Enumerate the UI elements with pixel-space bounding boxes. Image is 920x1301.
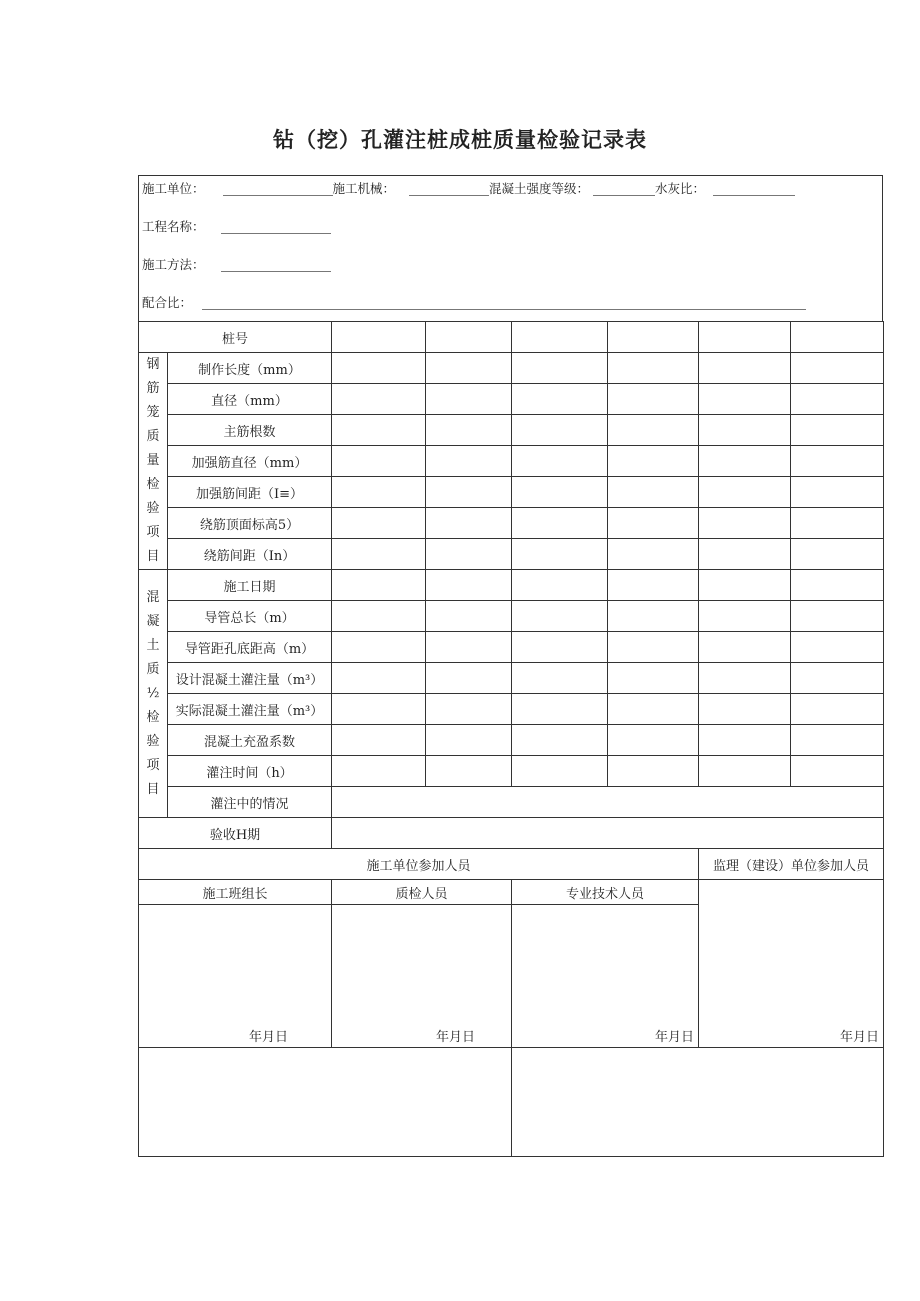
data-cell[interactable] (791, 508, 884, 539)
inspection-table (138, 321, 884, 1157)
unit-label: 施工单位： (142, 181, 205, 196)
staff-role-row (139, 880, 884, 905)
concrete-group-label: 混 凝 土 质 ½ 检 验 项 目 (139, 570, 168, 818)
concrete-row (139, 725, 884, 756)
row-label: 绕筋顶面标高5） (168, 508, 332, 539)
wc-label: 水灰比： (655, 181, 706, 196)
concrete-row (139, 570, 884, 601)
team-leader-label: 施工班组长 (139, 880, 332, 905)
concrete-row (139, 632, 884, 663)
data-cell[interactable] (426, 353, 512, 384)
data-cell[interactable] (791, 632, 884, 663)
concrete-row (139, 663, 884, 694)
data-cell[interactable] (332, 570, 426, 601)
row-label: 实际混凝土灌注量（m³） (168, 694, 332, 725)
concrete-row (139, 694, 884, 725)
data-cell[interactable] (332, 508, 426, 539)
data-cell[interactable] (699, 756, 791, 787)
data-cell[interactable] (512, 632, 608, 663)
data-cell[interactable] (699, 570, 791, 601)
data-cell[interactable] (426, 477, 512, 508)
sign-date: 年月日 (840, 1030, 880, 1045)
data-cell[interactable] (791, 353, 884, 384)
data-cell[interactable] (512, 756, 608, 787)
staff-header-row (139, 849, 884, 880)
row-label: 施工日期 (168, 570, 332, 601)
pile-cell[interactable] (426, 322, 512, 353)
accept-date-label: 验收H期 (139, 818, 332, 849)
unit-field[interactable] (223, 183, 333, 196)
accept-date-cell[interactable] (332, 818, 884, 849)
data-cell[interactable] (608, 477, 699, 508)
data-cell[interactable] (699, 415, 791, 446)
data-cell[interactable] (791, 477, 884, 508)
row-label: 混凝土充盈系数 (168, 725, 332, 756)
data-cell[interactable] (699, 508, 791, 539)
sign-date: 年月日 (249, 1030, 289, 1045)
data-cell[interactable] (332, 756, 426, 787)
data-cell[interactable] (512, 539, 608, 570)
data-cell[interactable] (426, 756, 512, 787)
data-cell[interactable] (608, 384, 699, 415)
header-line-2 (142, 217, 331, 235)
data-cell[interactable] (791, 756, 884, 787)
mix-field[interactable] (202, 297, 806, 310)
data-cell[interactable] (332, 477, 426, 508)
data-cell[interactable] (332, 539, 426, 570)
data-cell[interactable] (791, 570, 884, 601)
data-cell[interactable] (791, 663, 884, 694)
row-label: 导管距孔底距高（m） (168, 632, 332, 663)
data-cell[interactable] (332, 384, 426, 415)
data-cell[interactable] (699, 446, 791, 477)
method-label: 施工方法： (142, 257, 205, 272)
data-cell[interactable] (512, 725, 608, 756)
data-cell[interactable] (699, 725, 791, 756)
data-cell[interactable] (426, 694, 512, 725)
data-cell[interactable] (608, 446, 699, 477)
concrete-row (139, 601, 884, 632)
pile-cell[interactable] (791, 322, 884, 353)
row-label: 绕筋间距（In） (168, 539, 332, 570)
data-cell[interactable] (332, 353, 426, 384)
row-label: 直径（mm） (168, 384, 332, 415)
data-cell[interactable] (608, 539, 699, 570)
data-cell[interactable] (332, 415, 426, 446)
pour-status-row (139, 787, 884, 818)
team-leader-signature-cell[interactable] (139, 905, 332, 1048)
data-cell[interactable] (426, 446, 512, 477)
machine-field[interactable] (409, 183, 489, 196)
project-field[interactable] (221, 221, 331, 234)
data-cell[interactable] (608, 663, 699, 694)
cage-row (139, 539, 884, 570)
data-cell[interactable] (791, 601, 884, 632)
data-cell[interactable] (512, 415, 608, 446)
grade-field[interactable] (593, 183, 655, 196)
tech-staff-label: 专业技术人员 (512, 880, 699, 905)
data-cell[interactable] (608, 632, 699, 663)
concrete-row (139, 756, 884, 787)
cage-group-label: 钢 筋 笼 质 量 检 验 项 目 (139, 353, 168, 570)
data-cell[interactable] (699, 663, 791, 694)
data-cell[interactable] (426, 508, 512, 539)
data-cell[interactable] (426, 570, 512, 601)
data-cell[interactable] (332, 694, 426, 725)
project-label: 工程名称： (142, 219, 205, 234)
data-cell[interactable] (512, 570, 608, 601)
row-label: 灌注中的情况 (168, 787, 332, 818)
data-cell[interactable] (791, 539, 884, 570)
data-cell[interactable] (699, 539, 791, 570)
data-cell[interactable] (512, 477, 608, 508)
pour-status-cell[interactable] (332, 787, 884, 818)
data-cell[interactable] (791, 694, 884, 725)
bottom-left-cell[interactable] (139, 1048, 512, 1157)
data-cell[interactable] (426, 384, 512, 415)
data-cell[interactable] (699, 477, 791, 508)
data-cell[interactable] (512, 601, 608, 632)
qc-staff-label: 质检人员 (332, 880, 512, 905)
data-cell[interactable] (332, 725, 426, 756)
pile-no-label: 桩号 (139, 322, 332, 353)
row-label: 设计混凝土灌注量（m³） (168, 663, 332, 694)
data-cell[interactable] (426, 601, 512, 632)
data-cell[interactable] (332, 663, 426, 694)
grade-label: 混凝土强度等级： (489, 181, 590, 196)
qc-signature-cell[interactable] (332, 905, 512, 1048)
data-cell[interactable] (426, 632, 512, 663)
form-header (138, 175, 883, 322)
bottom-row (139, 1048, 884, 1157)
data-cell[interactable] (512, 663, 608, 694)
data-cell[interactable] (608, 415, 699, 446)
contractor-staff-label: 施工单位参加人员 (139, 849, 699, 880)
data-cell[interactable] (426, 415, 512, 446)
data-cell[interactable] (426, 663, 512, 694)
cage-row (139, 415, 884, 446)
pile-no-row (139, 322, 884, 353)
data-cell[interactable] (332, 632, 426, 663)
header-line-1 (142, 179, 795, 197)
mix-label: 配合比： (142, 295, 193, 310)
supervisor-signature-cell[interactable] (699, 880, 884, 1048)
data-cell[interactable] (791, 446, 884, 477)
row-label: 加强筋直径（mm） (168, 446, 332, 477)
supervisor-staff-label: 监理（建设）单位参加人员 (699, 849, 884, 880)
sign-date: 年月日 (436, 1030, 476, 1045)
data-cell[interactable] (512, 384, 608, 415)
accept-date-row (139, 818, 884, 849)
data-cell[interactable] (608, 694, 699, 725)
data-cell[interactable] (426, 725, 512, 756)
data-cell[interactable] (332, 446, 426, 477)
cage-row (139, 384, 884, 415)
data-cell[interactable] (699, 632, 791, 663)
data-cell[interactable] (608, 508, 699, 539)
data-cell[interactable] (512, 446, 608, 477)
row-label: 加强筋间距（I≡） (168, 477, 332, 508)
cage-row (139, 477, 884, 508)
cage-row (139, 508, 884, 539)
pile-cell[interactable] (332, 322, 426, 353)
pile-cell[interactable] (699, 322, 791, 353)
data-cell[interactable] (512, 694, 608, 725)
data-cell[interactable] (426, 539, 512, 570)
method-field[interactable] (221, 259, 331, 272)
data-cell[interactable] (699, 384, 791, 415)
header-line-4 (142, 293, 806, 311)
sign-date: 年月日 (655, 1030, 695, 1045)
cage-row (139, 353, 884, 384)
row-label: 导管总长（m） (168, 601, 332, 632)
pile-cell[interactable] (608, 322, 699, 353)
data-cell[interactable] (699, 694, 791, 725)
data-cell[interactable] (512, 353, 608, 384)
inspection-form (138, 175, 883, 1175)
data-cell[interactable] (791, 415, 884, 446)
pile-cell[interactable] (512, 322, 608, 353)
form-title: 钻（挖）孔灌注桩成桩质量检验记录表 (273, 128, 647, 152)
data-cell[interactable] (512, 508, 608, 539)
row-label: 灌注时间（h） (168, 756, 332, 787)
data-cell[interactable] (699, 601, 791, 632)
wc-field[interactable] (713, 183, 795, 196)
header-line-3 (142, 255, 331, 273)
data-cell[interactable] (608, 570, 699, 601)
data-cell[interactable] (608, 353, 699, 384)
data-cell[interactable] (332, 601, 426, 632)
bottom-right-cell[interactable] (512, 1048, 884, 1157)
row-label: 主筋根数 (168, 415, 332, 446)
data-cell[interactable] (699, 353, 791, 384)
row-label: 制作长度（mm） (168, 353, 332, 384)
data-cell[interactable] (791, 384, 884, 415)
cage-row (139, 446, 884, 477)
data-cell[interactable] (608, 601, 699, 632)
tech-signature-cell[interactable] (512, 905, 699, 1048)
data-cell[interactable] (791, 725, 884, 756)
data-cell[interactable] (608, 756, 699, 787)
data-cell[interactable] (608, 725, 699, 756)
machine-label: 施工机械： (332, 181, 396, 196)
